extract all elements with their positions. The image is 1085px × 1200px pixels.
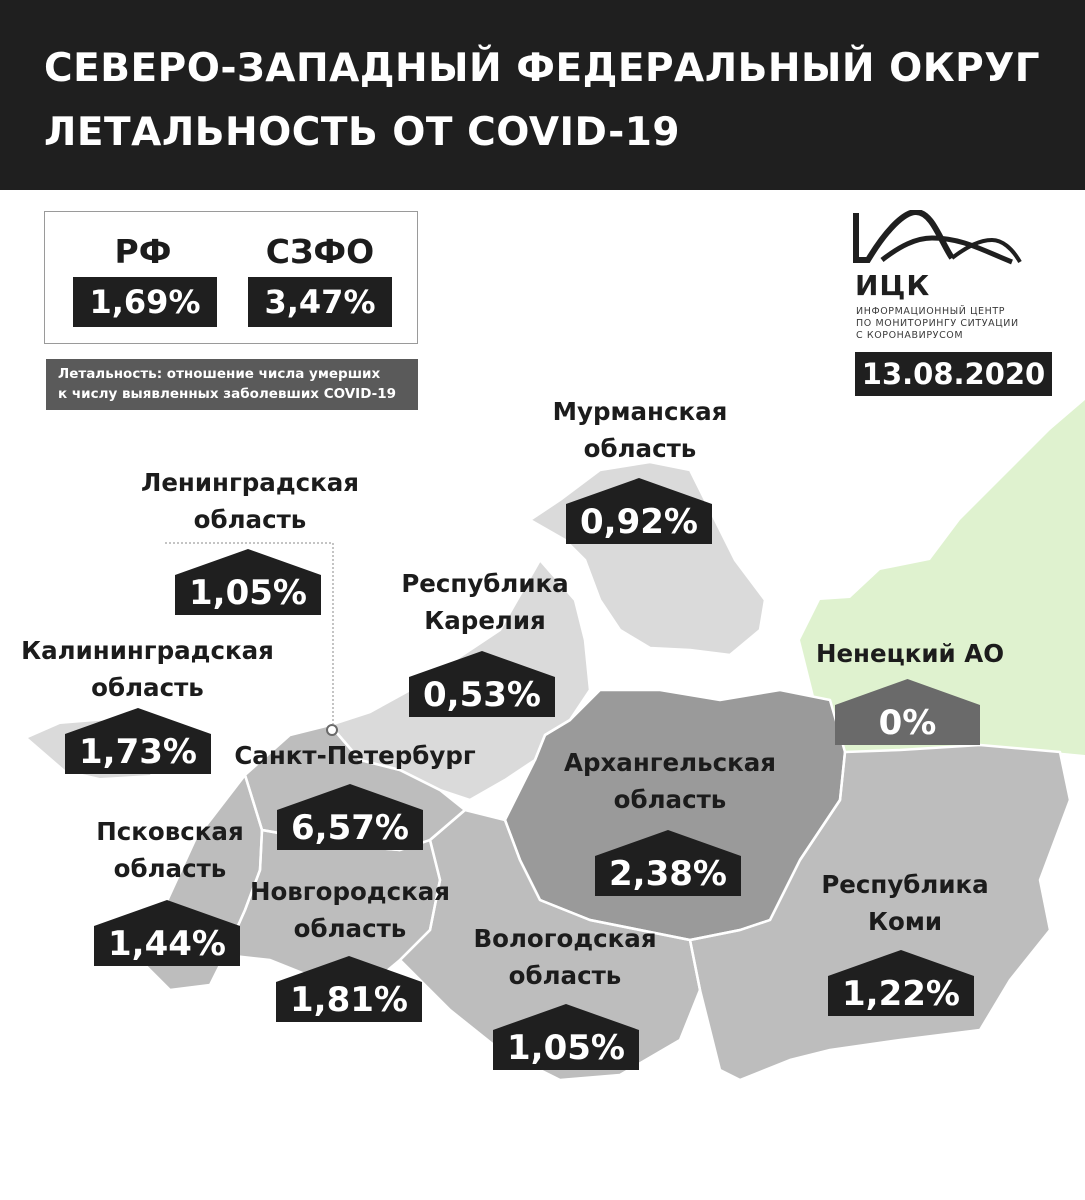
label-leningrad: Ленинградская область xyxy=(140,468,360,534)
badge-pskov xyxy=(94,900,240,966)
value-spb: 6,57% xyxy=(291,808,409,848)
value-novgorod: 1,81% xyxy=(290,980,408,1020)
label-karelia: Республика Карелия xyxy=(401,569,569,635)
badge-komi xyxy=(828,950,974,1016)
label-komi: Республика Коми xyxy=(821,870,989,936)
value-kaliningrad: 1,73% xyxy=(79,732,197,772)
badge-arkhangelsk xyxy=(595,830,741,896)
value-leningrad: 1,05% xyxy=(189,573,307,613)
header-banner xyxy=(0,0,1085,190)
badge-karelia xyxy=(409,651,555,717)
spb-marker xyxy=(327,725,337,735)
value-nenets: 0% xyxy=(878,703,937,743)
title-line-1: СЕВЕРО-ЗАПАДНЫЙ ФЕДЕРАЛЬНЫЙ ОКРУГ xyxy=(44,46,1041,91)
label-pskov: Псковская область xyxy=(96,817,244,883)
label-vologda: Вологодская область xyxy=(473,924,657,990)
szfo-label: СЗФО xyxy=(265,232,375,271)
szfo-value: 3,47% xyxy=(248,277,392,327)
value-pskov: 1,44% xyxy=(108,924,226,964)
date-badge: 13.08.2020 xyxy=(855,352,1052,396)
rf-label: РФ xyxy=(114,232,172,271)
badge-murmansk xyxy=(566,478,712,544)
value-karelia: 0,53% xyxy=(423,675,541,715)
label-nenets: Ненецкий АО xyxy=(815,639,1005,668)
title-line-2: ЛЕТАЛЬНОСТЬ ОТ COVID-19 xyxy=(44,110,681,155)
label-arkhangelsk: Архангельская область xyxy=(563,748,777,814)
badge-nenets xyxy=(835,679,980,745)
label-murmansk: Мурманская область xyxy=(552,397,728,463)
value-vologda: 1,05% xyxy=(507,1028,625,1068)
logo-subtitle: ИНФОРМАЦИОННЫЙ ЦЕНТР ПО МОНИТОРИНГУ СИТУАЦИИ С КОРОНАВИРУСОМ xyxy=(856,306,1019,341)
badge-vologda xyxy=(493,1004,639,1070)
badge-novgorod xyxy=(276,956,422,1022)
summary-box xyxy=(44,211,418,344)
label-spb: Санкт-Петербург xyxy=(234,741,476,770)
label-novgorod: Новгородская область xyxy=(249,877,451,943)
value-arkhangelsk: 2,38% xyxy=(609,854,727,894)
value-murmansk: 0,92% xyxy=(580,502,698,542)
value-komi: 1,22% xyxy=(842,974,960,1014)
lethality-note-text: Летальность: отношение числа умерших к числу выявленных заболевших COVID-19 xyxy=(58,366,397,402)
badge-spb xyxy=(277,784,423,850)
logo-name: ИЦК xyxy=(855,269,931,302)
rf-value: 1,69% xyxy=(73,277,217,327)
label-kaliningrad: Калининградская область xyxy=(21,636,274,702)
badge-kaliningrad xyxy=(65,708,211,774)
badge-leningrad xyxy=(175,549,321,615)
